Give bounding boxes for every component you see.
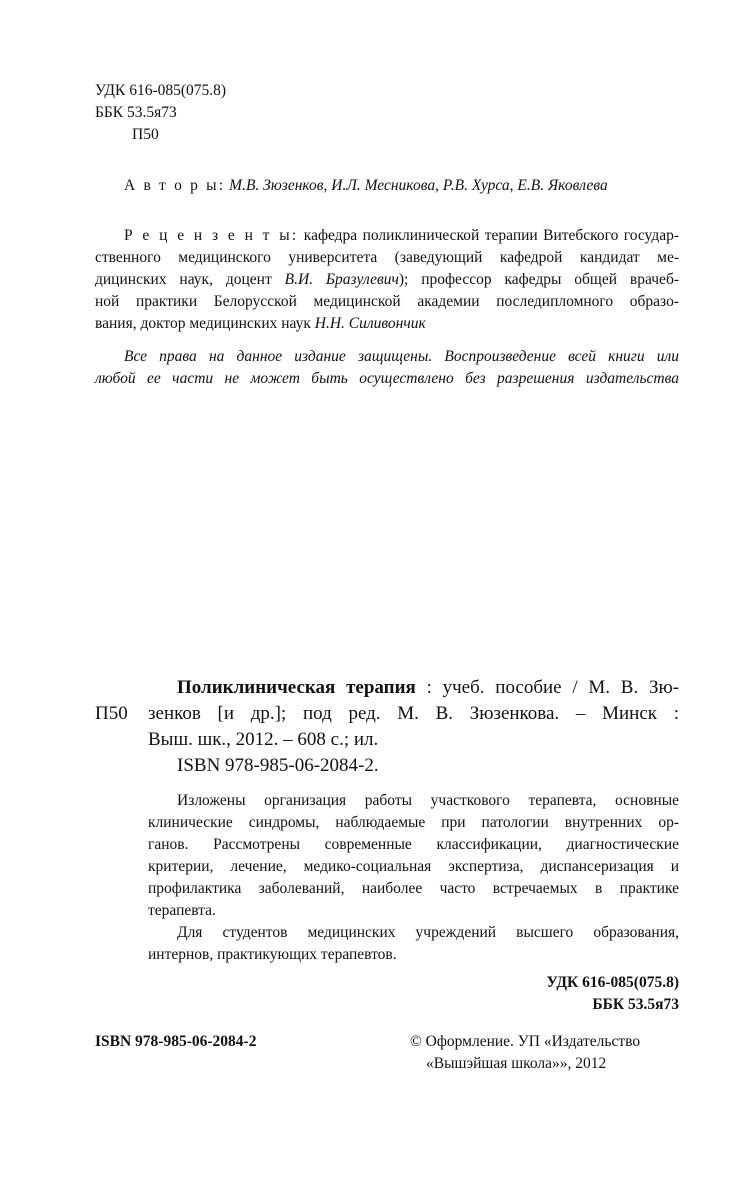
- bottom-bbk: ББК 53.5я73: [592, 996, 679, 1013]
- annotation-line: интернов, практикующих терапевтов.: [148, 946, 397, 963]
- reviewers-block: [95, 225, 679, 335]
- book-title: Поликлиническая терапия: [177, 677, 416, 698]
- catalog-line: зенков [и др.]; под ред. М. В. Зюзенкова. – Минск :: [148, 703, 679, 724]
- annotation-line: терапевта.: [148, 902, 216, 919]
- annotation: [148, 790, 679, 966]
- authors-line: А в т о р ы: М.В. Зюзенков, И.Л. Месникова, Р.В. Хурса, Е.В. Яковлева: [124, 177, 608, 194]
- annotation-line: профилактика заболеваний, наиболее часто встречаемых в практике: [148, 880, 679, 897]
- author-name: И.Л. Месникова: [331, 177, 436, 194]
- reviewers-label: Р е ц е н з е н т ы:: [124, 227, 299, 244]
- annotation-line: Для студентов медицинских учреждений высшего образования,: [177, 924, 679, 941]
- reviewers-text: вания, доктор медицинских наук: [95, 315, 315, 332]
- author-name: М.В. Зюзенков: [229, 177, 324, 194]
- reviewers-text: ); профессор кафедры общей врачеб-: [398, 271, 679, 288]
- authors-label: А в т о р ы:: [124, 177, 226, 194]
- reviewer-name: В.И. Бразулевич: [284, 271, 399, 288]
- rights-notice: [95, 346, 679, 390]
- annotation-line: критерии, лечение, медико-социальная экспертиза, диспансеризация и: [148, 858, 679, 875]
- reviewers-line: ственного медицинского университета (заведующий кафедрой кандидат ме-: [95, 249, 679, 266]
- annotation-line: клинические синдромы, наблюдаемые при патологии внутренних ор-: [148, 814, 679, 831]
- reviewer-name: Н.Н. Силивончик: [314, 315, 426, 332]
- catalog-text: : учеб. пособие / М. В. Зю-: [415, 677, 679, 698]
- author-name: Р.В. Хурса: [442, 177, 510, 194]
- bbk-code: ББК 53.5я73: [95, 104, 177, 121]
- catalog-line: Выш. шк., 2012. – 608 с.; ил.: [148, 729, 379, 750]
- copyright-line: © Оформление. УП «Издательство: [410, 1033, 641, 1050]
- catalog-isbn: ISBN 978-985-06-2084-2.: [177, 755, 379, 776]
- annotation-line: Изложены организация работы участкового терапевта, основные: [177, 792, 679, 809]
- reviewers-text: дицинских наук, доцент: [95, 271, 285, 288]
- bottom-udk: УДК 616-085(075.8): [546, 974, 679, 991]
- catalog-line: [148, 675, 679, 701]
- reviewers-line: [95, 269, 679, 291]
- author-name: Е.В. Яковлева: [517, 177, 608, 194]
- annotation-line: ганов. Рассмотрены современные классификации, диагностические: [148, 836, 679, 853]
- catalog-entry: [148, 675, 679, 779]
- reviewers-line: [95, 225, 679, 247]
- rights-line: любой ее части не может быть осуществлено без разрешения издательства: [95, 370, 679, 387]
- reviewers-line: ной практики Белорусской медицинской академии последипломного образо-: [95, 293, 679, 310]
- reviewers-text: кафедра поликлинической терапии Витебского государ-: [303, 227, 680, 244]
- reviewers-line: [95, 313, 679, 335]
- copyright-line: «Вышэйшая школа»», 2012: [426, 1055, 607, 1072]
- udk-code: УДК 616-085(075.8): [95, 82, 227, 99]
- catalog-mark: П50: [95, 703, 128, 724]
- author-mark: П50: [132, 126, 159, 143]
- footer-isbn: ISBN 978-985-06-2084-2: [95, 1033, 257, 1050]
- rights-line: Все права на данное издание защищены. Воспроизведение всей книги или: [124, 348, 679, 365]
